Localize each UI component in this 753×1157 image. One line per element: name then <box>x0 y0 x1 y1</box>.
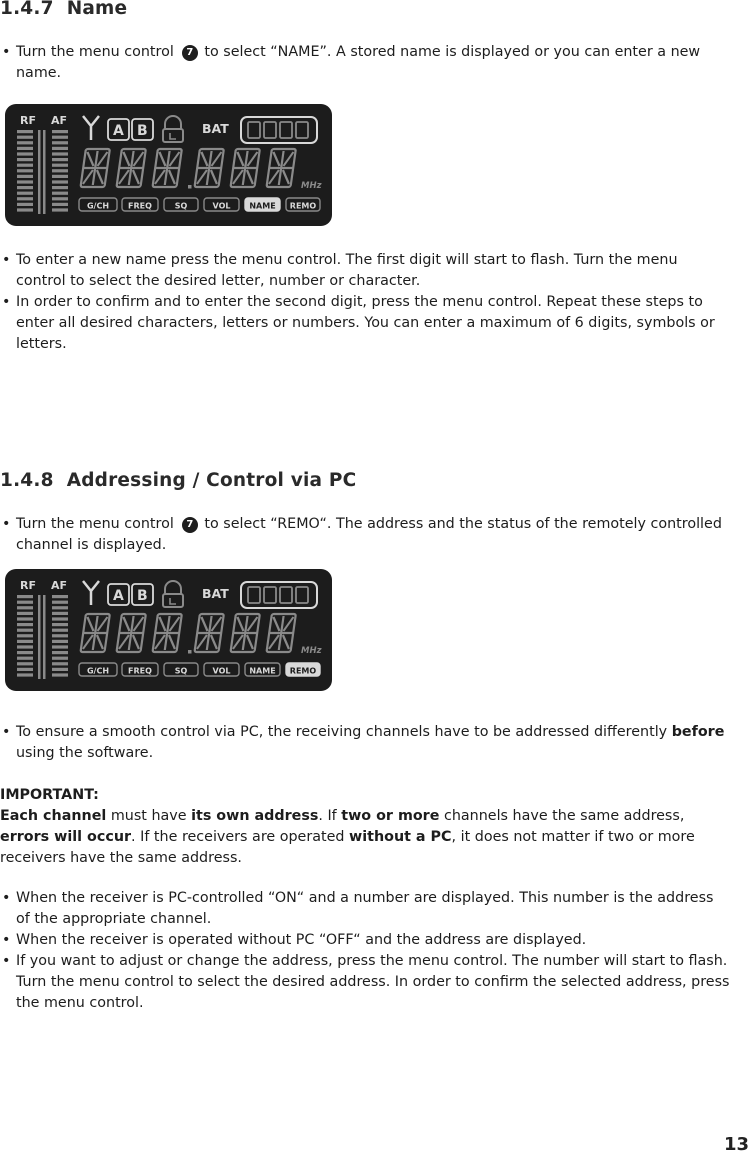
digit-diag-segment <box>157 617 167 631</box>
digit-diag-segment <box>131 170 141 184</box>
battery-bar <box>280 587 292 603</box>
digit-diag-segment <box>131 635 141 649</box>
rf-meter-bar <box>17 595 33 598</box>
rf-meter-bar <box>17 645 33 648</box>
bullet-without-pc: • When the receiver is operated without PC “OFF“ and the address are displayed. <box>2 932 587 948</box>
lcd-digit <box>153 614 182 652</box>
digit-diag-segment <box>121 152 131 166</box>
lcd-button-label: REMO <box>289 666 317 676</box>
af-meter-bar <box>52 662 68 665</box>
lcd-display-name <box>5 104 332 226</box>
digit-diag-segment <box>85 617 95 631</box>
lcd-digit <box>117 614 146 652</box>
battery-bar <box>248 122 260 138</box>
af-meter-bar <box>52 657 68 660</box>
section-heading-name: 1.4.7 Name <box>0 0 128 19</box>
digit-diag-segment <box>281 635 291 649</box>
af-meter-bar <box>52 595 68 598</box>
digit-diag-segment <box>269 635 279 649</box>
af-meter-bar <box>52 203 68 206</box>
digit-diag-segment <box>271 617 281 631</box>
af-meter-bar <box>52 612 68 615</box>
lcd-button-label: SQ <box>174 201 188 211</box>
digit-diag-segment <box>167 635 177 649</box>
digit-diag-segment <box>155 170 165 184</box>
rf-meter-bar <box>17 662 33 665</box>
af-meter-bar <box>52 158 68 161</box>
af-meter-bar <box>52 175 68 178</box>
lcd-display-remo <box>5 569 332 691</box>
digit-diag-segment <box>169 152 179 166</box>
lock-icon-l <box>170 598 176 604</box>
meter-divider <box>38 595 41 679</box>
lcd-button-label: NAME <box>249 666 276 676</box>
digit-diag-segment <box>245 635 255 649</box>
digit-diag-segment <box>211 152 221 166</box>
digit-diag-segment <box>133 152 143 166</box>
rf-meter-bar <box>17 651 33 654</box>
af-meter-bar <box>52 208 68 211</box>
rf-meter-bar <box>17 612 33 615</box>
digit-diag-segment <box>119 635 129 649</box>
digit-diag-segment <box>121 617 131 631</box>
diversity-b-label: B <box>137 123 148 139</box>
digit-diag-segment <box>283 617 293 631</box>
battery-bar <box>296 587 308 603</box>
af-meter-bar <box>52 197 68 200</box>
mhz-label: MHz <box>301 646 322 656</box>
af-label: AF <box>51 114 68 127</box>
digit-diag-segment <box>283 152 293 166</box>
lcd-digit <box>231 149 260 187</box>
rf-meter-bar <box>17 617 33 620</box>
digit-diag-segment <box>157 152 167 166</box>
digit-diag-segment <box>95 635 105 649</box>
af-meter-bar <box>52 645 68 648</box>
rf-meter-bar <box>17 169 33 172</box>
lcd-button-label: VOL <box>212 666 231 676</box>
digit-diag-segment <box>197 635 207 649</box>
antenna-icon <box>83 581 99 605</box>
rf-meter-bar <box>17 136 33 139</box>
rf-meter-bar <box>17 634 33 637</box>
digit-diag-segment <box>211 617 221 631</box>
bullet-adjust-address: • If you want to adjust or change the address, press the menu control. The number will start to flash. Turn the menu control to select the desired address. In order to confirm the selected address, press the menu control. <box>2 953 730 1011</box>
bullet-select-remo: • Turn the menu control 7 to select “REMO“. The address and the status of the remotely controlled channel is displayed. <box>2 516 722 553</box>
battery-icon <box>241 117 317 143</box>
battery-bar <box>248 587 260 603</box>
digit-diag-segment <box>209 635 219 649</box>
af-meter-bar <box>52 601 68 604</box>
af-meter-bar <box>52 152 68 155</box>
rf-meter-bar <box>17 673 33 676</box>
lcd-digit <box>267 149 296 187</box>
digit-diag-segment <box>97 152 107 166</box>
lcd-button-label: G/CH <box>86 201 110 211</box>
digit-diag-segment <box>235 617 245 631</box>
af-meter-bar <box>52 640 68 643</box>
rf-meter-bar <box>17 203 33 206</box>
af-meter-bar <box>52 651 68 654</box>
battery-bar <box>280 122 292 138</box>
rf-meter-bar <box>17 197 33 200</box>
battery-bar <box>264 122 276 138</box>
lcd-button-label: FREQ <box>128 666 152 676</box>
lcd-button-label: SQ <box>174 666 188 676</box>
lock-icon <box>165 581 181 595</box>
af-meter-bar <box>52 606 68 609</box>
af-meter-bar <box>52 147 68 150</box>
lock-icon-body <box>163 129 183 142</box>
bullet-pc-controlled: • When the receiver is PC-controlled “ON“ and a number are displayed. This number is the address of the appropriate channel. <box>2 890 714 927</box>
decimal-point <box>188 650 192 654</box>
rf-meter-bar <box>17 668 33 671</box>
rf-meter-bar <box>17 606 33 609</box>
digit-diag-segment <box>247 152 257 166</box>
digit-diag-segment <box>97 617 107 631</box>
af-meter-bar <box>52 180 68 183</box>
af-meter-bar <box>52 186 68 189</box>
rf-meter-bar <box>17 175 33 178</box>
digit-diag-segment <box>199 152 209 166</box>
af-meter-bar <box>52 623 68 626</box>
digit-diag-segment <box>95 170 105 184</box>
important-label: IMPORTANT: <box>0 787 99 803</box>
lock-icon-body <box>163 594 183 607</box>
section-heading-addressing: 1.4.8 Addressing / Control via PC <box>0 470 357 491</box>
digit-diag-segment <box>83 635 93 649</box>
digit-diag-segment <box>235 152 245 166</box>
battery-label: BAT <box>202 121 229 136</box>
digit-diag-segment <box>233 635 243 649</box>
mhz-label: MHz <box>301 181 322 191</box>
lcd-button-label: FREQ <box>128 201 152 211</box>
bullet-smooth-control: • To ensure a smooth control via PC, the receiving channels have to be addressed differently before using the software. <box>2 724 725 761</box>
diversity-b-label: B <box>137 588 148 604</box>
rf-meter-bar <box>17 657 33 660</box>
digit-diag-segment <box>245 170 255 184</box>
rf-meter-bar <box>17 208 33 211</box>
rf-meter-bar <box>17 640 33 643</box>
rf-label: RF <box>20 114 36 127</box>
lcd-digit <box>81 614 110 652</box>
battery-label: BAT <box>202 586 229 601</box>
meter-divider <box>43 595 46 679</box>
rf-meter-bar <box>17 186 33 189</box>
lcd-button-label: NAME <box>249 201 276 211</box>
rf-meter-bar <box>17 158 33 161</box>
battery-icon <box>241 582 317 608</box>
lock-icon-l <box>170 133 176 139</box>
digit-diag-segment <box>119 170 129 184</box>
battery-bar <box>296 122 308 138</box>
rf-meter-bar <box>17 623 33 626</box>
rf-meter-bar <box>17 192 33 195</box>
battery-bar <box>264 587 276 603</box>
digit-diag-segment <box>247 617 257 631</box>
lock-icon <box>165 116 181 130</box>
page-number: 13 <box>723 1134 749 1155</box>
rf-meter-bar <box>17 147 33 150</box>
lcd-digit <box>195 149 224 187</box>
rf-meter-bar <box>17 130 33 133</box>
lcd-digit <box>267 614 296 652</box>
digit-diag-segment <box>233 170 243 184</box>
menu-control-ref-icon: 7 <box>182 517 198 533</box>
lcd-digit <box>117 149 146 187</box>
rf-meter-bar <box>17 152 33 155</box>
bullet-confirm-digit: • In order to confirm and to enter the second digit, press the menu control. Repeat these steps to enter all desired characters, letters or numbers. You can enter a maximum of 6 digits, symbols or letters. <box>2 294 715 352</box>
diversity-a-label: A <box>113 123 124 139</box>
lcd-digit <box>231 614 260 652</box>
diversity-a-label: A <box>113 588 124 604</box>
meter-divider <box>43 130 46 214</box>
af-meter-bar <box>52 673 68 676</box>
af-label: AF <box>51 579 68 592</box>
af-meter-bar <box>52 164 68 167</box>
antenna-icon <box>83 116 99 140</box>
bullet-enter-new-name: • To enter a new name press the menu control. The first digit will start to flash. Turn the menu control to select the desired letter, number or character. <box>2 252 678 289</box>
af-meter-bar <box>52 169 68 172</box>
af-meter-bar <box>52 617 68 620</box>
digit-diag-segment <box>209 170 219 184</box>
rf-meter-bar <box>17 141 33 144</box>
rf-meter-bar <box>17 180 33 183</box>
digit-diag-segment <box>269 170 279 184</box>
af-meter-bar <box>52 629 68 632</box>
lcd-digit <box>153 149 182 187</box>
digit-diag-segment <box>83 170 93 184</box>
meter-divider <box>38 130 41 214</box>
digit-diag-segment <box>199 617 209 631</box>
digit-diag-segment <box>155 635 165 649</box>
rf-label: RF <box>20 579 36 592</box>
lcd-button-label: VOL <box>212 201 231 211</box>
af-meter-bar <box>52 141 68 144</box>
lcd-button-label: REMO <box>289 201 317 211</box>
bullet-select-name: • Turn the menu control 7 to select “NAME”. A stored name is displayed or you can enter a new name. <box>2 44 701 81</box>
af-meter-bar <box>52 130 68 133</box>
menu-control-ref-icon: 7 <box>182 45 198 61</box>
rf-meter-bar <box>17 164 33 167</box>
digit-diag-segment <box>169 617 179 631</box>
digit-diag-segment <box>197 170 207 184</box>
important-note: IMPORTANT: Each channel must have its own address. If two or more channels have the same address, errors will occur. If the receivers are operated without a PC, it does not matter if two or more receivers have the same address. <box>0 787 695 866</box>
digit-diag-segment <box>167 170 177 184</box>
af-meter-bar <box>52 668 68 671</box>
af-meter-bar <box>52 192 68 195</box>
digit-diag-segment <box>271 152 281 166</box>
decimal-point <box>188 185 192 189</box>
lcd-digit <box>81 149 110 187</box>
lcd-digit <box>195 614 224 652</box>
digit-diag-segment <box>85 152 95 166</box>
digit-diag-segment <box>281 170 291 184</box>
af-meter-bar <box>52 634 68 637</box>
digit-diag-segment <box>133 617 143 631</box>
rf-meter-bar <box>17 601 33 604</box>
rf-meter-bar <box>17 629 33 632</box>
af-meter-bar <box>52 136 68 139</box>
lcd-button-label: G/CH <box>86 666 110 676</box>
